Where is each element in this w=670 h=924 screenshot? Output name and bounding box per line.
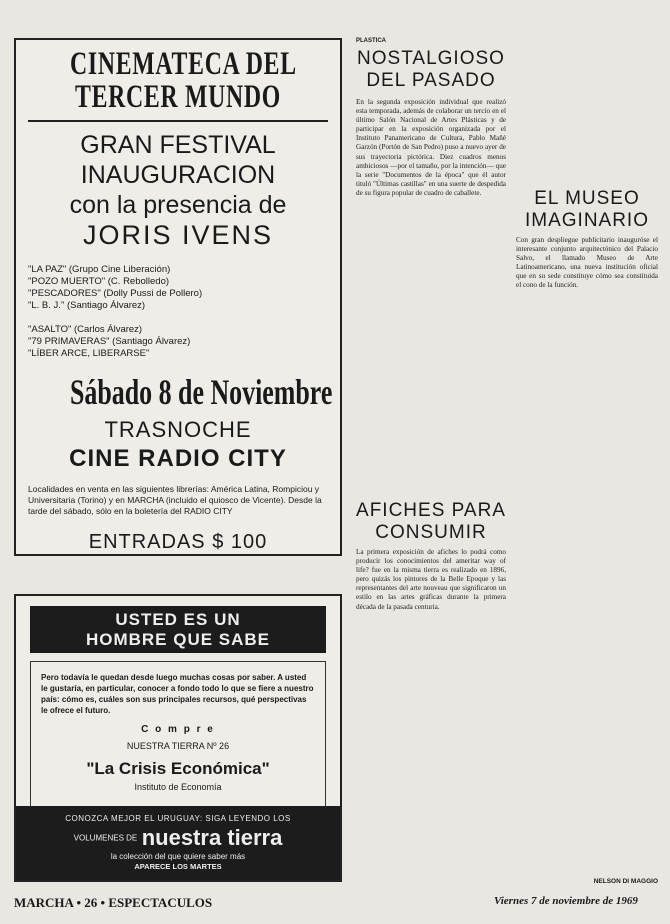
bottom-line1: CONOZCA MEJOR EL URUGUAY: SIGA LEYENDO LOS	[65, 814, 291, 823]
bottom-line4: APARECE LOS MARTES	[134, 862, 222, 871]
brand-logo: nuestra tierra	[141, 825, 283, 850]
article1-title	[356, 48, 506, 92]
article1-continued	[516, 38, 658, 186]
film-item: "L. B. J." (Santiago Álvarez)	[28, 300, 146, 311]
film-item: "79 PRIMAVERAS" (Santiago Álvarez)	[28, 336, 191, 347]
films-list-1	[28, 264, 328, 312]
article2-lead: La primera exposición de afiches lo podrá como producir los conocimientos del ameritar way of life? fue en la misma tierra es realizado en 1896, pero quizás los pintores de la Belle Epoque y las representantes del arte nouveau que significaron un estilo en las artes gráficas durante la primera década de la pasada centuria.	[356, 548, 506, 611]
festival-line3: con la presencia de	[69, 191, 287, 219]
event-date: Sábado 8 de Noviembre	[69, 372, 333, 412]
banner-line1: USTED ES UN	[115, 610, 241, 629]
ad-issue-author: Instituto de Economía	[134, 782, 222, 792]
ad-issue: NUESTRA TIERRA Nº 26	[126, 741, 230, 751]
article2-title	[356, 500, 506, 544]
ad-bottom-band	[16, 806, 340, 880]
film-item: "LÍBER ARCE, LIBERARSE"	[28, 348, 150, 359]
footer-left: MARCHA • 26 • ESPECTACULOS	[14, 895, 213, 910]
article1-title-line1: NOSTALGIOSO	[357, 48, 505, 69]
article2-title-line1: AFICHES PARA	[356, 500, 506, 521]
article2-title-line2: CONSUMIR	[375, 522, 487, 543]
cinemateca-title-line2: TERCER MUNDO	[75, 79, 281, 115]
event-venue: CINE RADIO CITY	[69, 445, 287, 472]
ad-body-box	[30, 661, 326, 815]
footer-right: Viernes 7 de noviembre de 1969	[494, 895, 638, 907]
film-item: "POZO MUERTO" (C. Rebolledo)	[28, 276, 170, 287]
films-list-2	[28, 324, 328, 360]
festival-line2: INAUGURACION	[80, 161, 276, 189]
article3-lead: Con gran despliegue publicitario inauguróse el interesante conjunto arquitectónico del Palacio Salvo, el llamado Museo de Arte Latinoamericano, una nueva institución oficial que en su sede constituye cómo sea constituida el cono de la función.	[516, 236, 658, 290]
article3-title-line1: EL MUSEO	[534, 188, 640, 209]
ad-banner	[30, 606, 326, 653]
event-session: TRASNOCHE	[104, 417, 252, 442]
festival-line1: GRAN FESTIVAL	[80, 131, 276, 159]
ticket-price: ENTRADAS $ 100	[88, 531, 268, 553]
article1-body	[356, 98, 506, 490]
article1-lead: En la segunda exposición individual que realizó esta temporada, además de colaborar un tercio en el último Salón Nacional de Artes Plásticas y de participar en la exposición organizada por el Instituto Panamericano de Cultura, Pablo Mañé Garzón (Portón de San Pedro) puso a nuevo ayer de sus trayectoria pictórica. Diez cuadros menos ambiciosos —por el tamaño, por la intención— que la serie "Documentos de la época" que él autor tituló "Últimas castillas" en una suerte de despedida de su figura popular de cuadro de caballete.	[356, 98, 506, 197]
ad-issue-title: "La Crisis Económica"	[86, 759, 270, 778]
ad-body-text: Pero todavía le quedan desde luego muchas cosas por saber. A usted le gustaría, en particular, conocer a fondo todo lo que se fiere a nuestro país: cómo es, cuáles son sus principales recursos, qué perspectivas le ofrece el futuro.	[41, 673, 314, 715]
article1-title-line2: DEL PASADO	[366, 70, 496, 91]
article3-body	[516, 236, 658, 876]
article3-title	[516, 188, 658, 232]
tickets-info: Localidades en venta en las siguientes librerías: América Latina, Rompiciou y Universitaria (Torino) y en MARCHA (incluido el quiosco de Vicente). Desde la tarde del sábado, sólo en la boletería del RADIO CITY	[28, 484, 322, 516]
section-label: PLASTICA	[356, 38, 386, 44]
article2-body	[356, 548, 506, 890]
nuestra-tierra-ad	[14, 594, 342, 882]
film-item: "ASALTO" (Carlos Álvarez)	[28, 324, 143, 335]
film-item: "PESCADORES" (Dolly Pussi de Pollero)	[28, 288, 203, 299]
ad-compre: C o m p r e	[141, 724, 215, 735]
film-item: "LA PAZ" (Grupo Cine Liberación)	[28, 264, 171, 275]
author-signature: NELSON DI MAGGIO	[593, 878, 658, 885]
bottom-line3: la colección del que quiere saber más	[110, 852, 246, 861]
divider	[28, 120, 328, 122]
cinemateca-title-line1: CINEMATECA DEL	[69, 46, 297, 82]
cinemateca-ad	[14, 38, 342, 556]
article3-title-line2: IMAGINARIO	[524, 210, 649, 231]
banner-line2: HOMBRE QUE SABE	[85, 630, 271, 649]
bottom-line2	[16, 825, 340, 851]
guest-name: JORIS IVENS	[82, 220, 274, 250]
bottom-volumes: VOLUMENES DE	[73, 833, 138, 843]
